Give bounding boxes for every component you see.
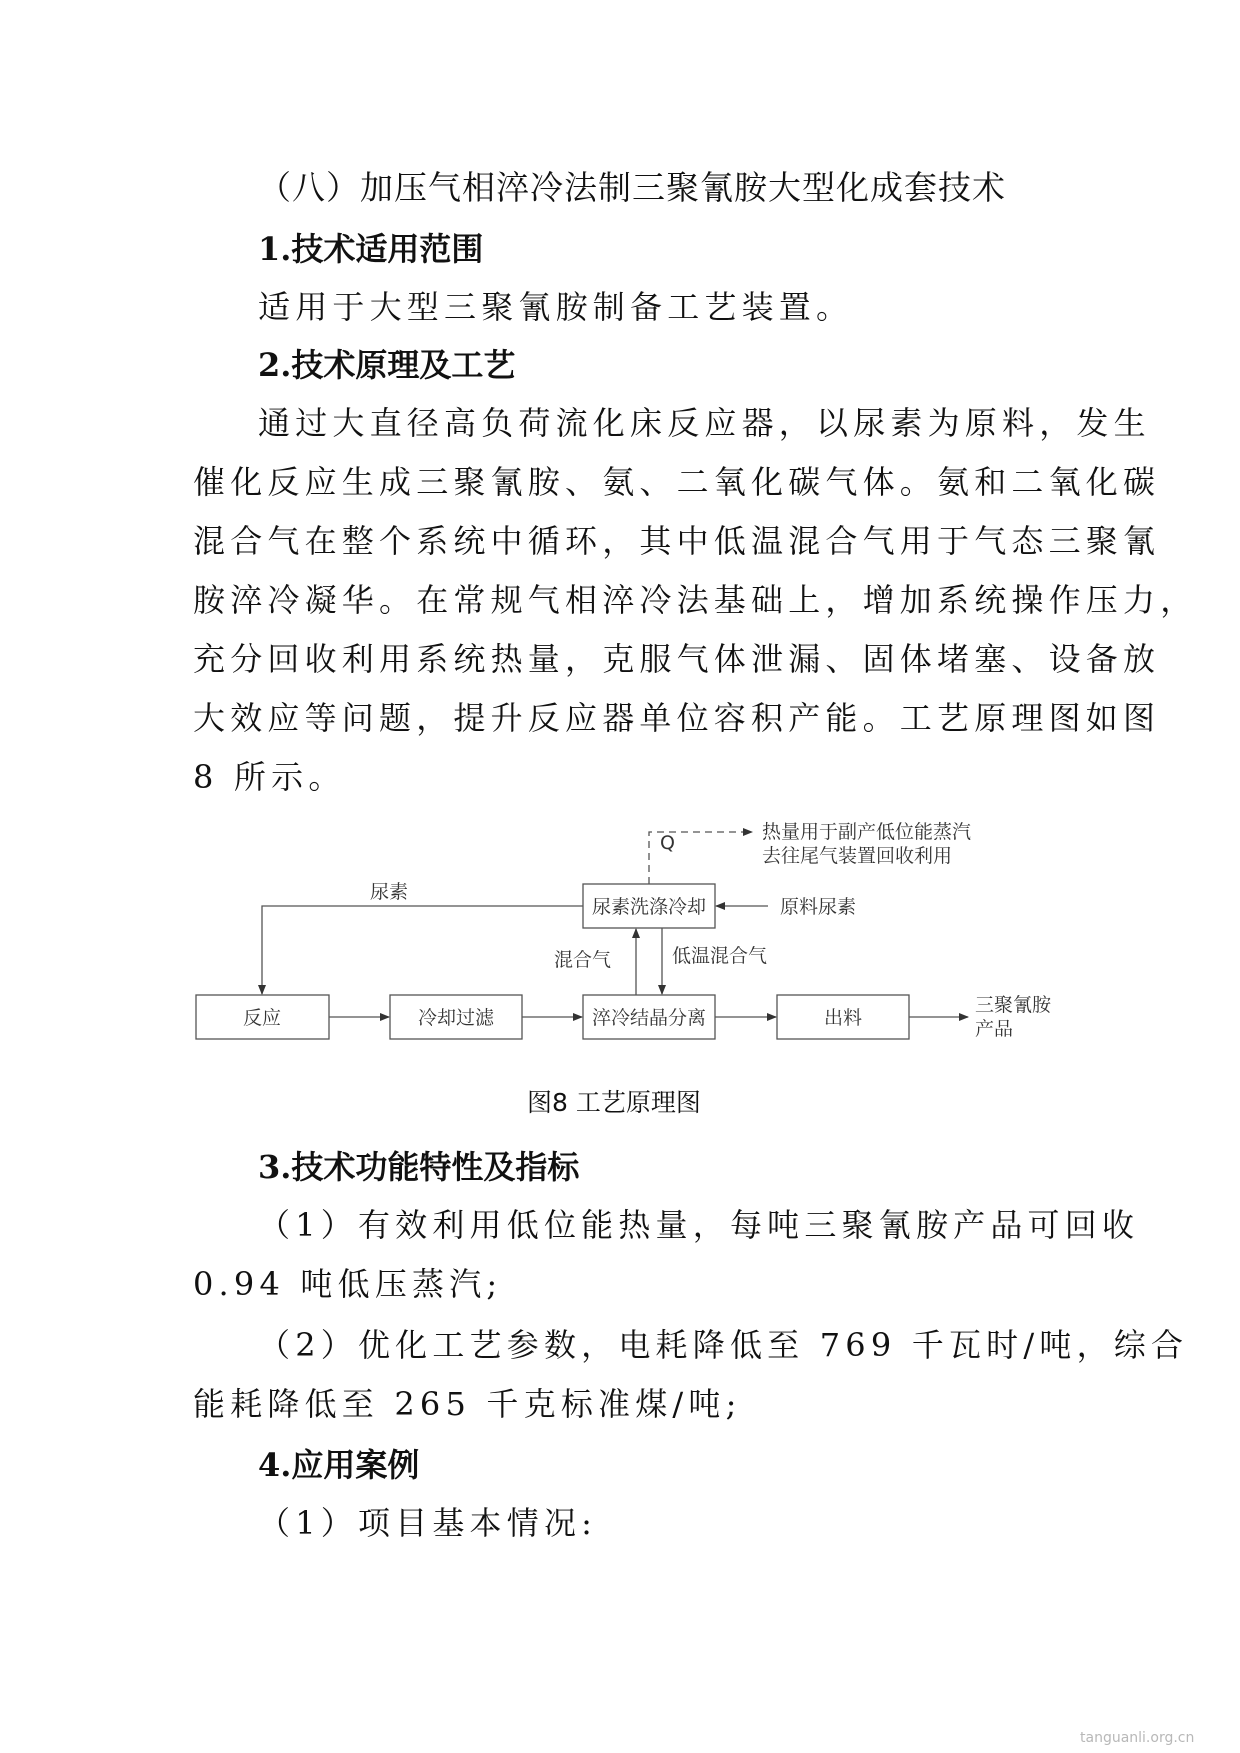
section-3-heading: 3.技术功能特性及指标 bbox=[258, 1148, 580, 1186]
section-2-line-7: 8 所示。 bbox=[193, 758, 346, 796]
label-product-2: 产品 bbox=[975, 1018, 1014, 1040]
section-3-line-3: （2）优化工艺参数，电耗降低至 769 千瓦时/吨，综合 bbox=[258, 1326, 1189, 1364]
section-2-line-3: 混合气在整个系统中循环，其中低温混合气用于气态三聚氰 bbox=[193, 522, 1161, 560]
figure-caption: 图8 工艺原理图 bbox=[527, 1088, 701, 1117]
section-1-heading: 1.技术适用范围 bbox=[258, 230, 484, 268]
section-3-line-2: 0.94 吨低压蒸汽; bbox=[193, 1265, 503, 1303]
label-product-1: 三聚氰胺 bbox=[975, 994, 1052, 1016]
label-heat-2: 去往尾气装置回收利用 bbox=[762, 845, 953, 867]
watermark: tanguanli.org.cn bbox=[1080, 1730, 1195, 1746]
section-1-text: 适用于大型三聚氰胺制备工艺装置。 bbox=[258, 288, 854, 326]
label-q: Q bbox=[660, 832, 675, 854]
section-2-line-1: 通过大直径高负荷流化床反应器，以尿素为原料，发生 bbox=[258, 404, 1151, 442]
box-react-label: 反应 bbox=[242, 1007, 282, 1029]
section-2-line-4: 胺淬冷凝华。在常规气相淬冷法基础上，增加系统操作压力， bbox=[193, 581, 1198, 619]
label-low-gas: 低温混合气 bbox=[672, 945, 768, 967]
box-wash-label: 尿素洗涤冷却 bbox=[591, 896, 707, 918]
section-3-line-4: 能耗降低至 265 千克标准煤/吨; bbox=[193, 1385, 742, 1423]
section-4-item-1: （1）项目基本情况: bbox=[258, 1504, 598, 1542]
label-urea: 尿素 bbox=[370, 881, 409, 903]
label-mix-gas: 混合气 bbox=[554, 949, 612, 971]
page-title: （八）加压气相淬冷法制三聚氰胺大型化成套技术 bbox=[258, 168, 1006, 207]
label-raw-urea: 原料尿素 bbox=[780, 896, 857, 918]
section-2-line-2: 催化反应生成三聚氰胺、氨、二氧化碳气体。氨和二氧化碳 bbox=[193, 463, 1161, 501]
arrow-urea-return bbox=[262, 906, 583, 994]
section-4-heading: 4.应用案例 bbox=[258, 1446, 420, 1484]
box-quench-label: 淬冷结晶分离 bbox=[591, 1007, 707, 1029]
section-2-heading: 2.技术原理及工艺 bbox=[258, 346, 516, 384]
label-heat-1: 热量用于副产低位能蒸汽 bbox=[762, 821, 972, 843]
box-cool-label: 冷却过滤 bbox=[417, 1007, 495, 1029]
section-2-line-5: 充分回收利用系统热量，克服气体泄漏、固体堵塞、设备放 bbox=[193, 640, 1161, 678]
section-3-line-1: （1）有效利用低位能热量，每吨三聚氰胺产品可回收 bbox=[258, 1206, 1140, 1244]
section-2-line-6: 大效应等问题，提升反应器单位容积产能。工艺原理图如图 bbox=[193, 699, 1161, 737]
box-out-label: 出料 bbox=[823, 1007, 863, 1029]
